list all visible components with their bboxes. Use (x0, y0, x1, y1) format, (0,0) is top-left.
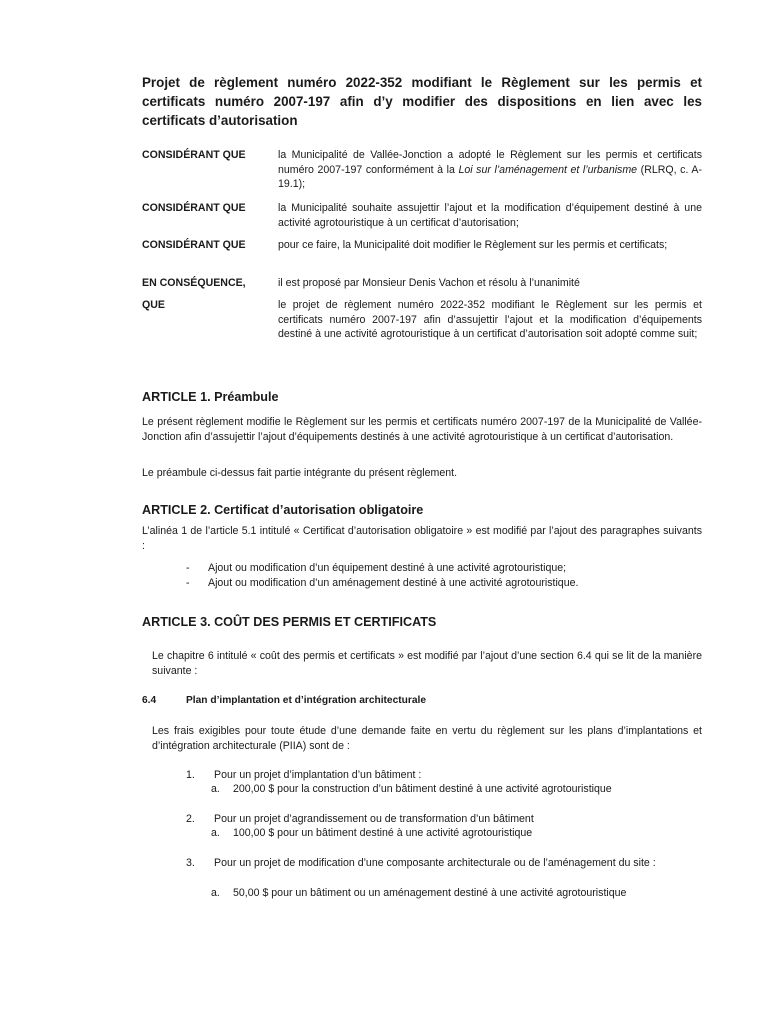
article-2-heading: ARTICLE 2. Certificat d’autorisation obligatoire (142, 503, 424, 517)
article-1-paragraph: Le préambule ci-dessus fait partie intégrante du présent règlement. (142, 467, 458, 479)
article-3-heading: ARTICLE 3. COÛT DES PERMIS ET CERTIFICATS (142, 615, 437, 629)
article-3-paragraph: Le chapitre 6 intitulé « coût des permis et certificats » est modifié par l’ajout d’une section 6.4 qui se lit de la manière suivante : (152, 650, 702, 677)
section-title: Plan d’implantation et d’intégration architecturale (186, 695, 427, 706)
dash-bullet: - (186, 577, 190, 589)
considerant-label: CONSIDÉRANT QUE (142, 239, 246, 251)
considerant-text: pour ce faire, la Municipalité doit modifier le Règlement sur les permis et certificats; (278, 239, 668, 251)
law-title-italic: Loi sur l’aménagement et l’urbanisme (458, 163, 638, 176)
consequence-text: il est proposé par Monsieur Denis Vachon et résolu à l’unanimité (278, 277, 580, 289)
dash-bullet: - (186, 562, 190, 574)
section-number: 6.4 (142, 695, 157, 706)
document-page: Projet de règlement numéro 2022-352 modifiant le Règlement sur les permis et certificats numéro 2007-197 afin d’y modifier des dispositions en lien avec les certificats d’autorisation CONSIDÉRANT QUE la Municipalité de Vallée-Jonction a adopté le Règlement sur les permis et certificats numéro 2007-197 conformément à la Loi sur l’aménagement et l’urbanisme (RLRQ, c. A-19.1); CONSIDÉRANT QUE la Municipalité souhaite assujettir l’ajout et la modification d’équipement destiné à une activité agrotouristique à un certificat d’autorisation; CONSIDÉRANT QUE pour ce faire, la Municipalité doit modifier le Règlement sur les permis et certificats; EN CONSÉQUENCE, il est proposé par Monsieur Denis Vachon et résolu à l’unanimité QUE le projet de règlement numéro 2022-352 modifiant le Règlement sur les permis et certificats numéro 2007-197 afin d’assujettir l’ajout et la modification d’équipements destiné à une activité agrotouristique à un certificat d’autorisation soit adopté comme suit; ARTICLE 1. Préambule Le présent règlement modifie le Règlement sur les permis et certificats numéro 2007-197 de la Municipalité de Vallée-Jonction afin d’assujettir l’ajout d’équipements destinés à une activité agrotouristique à un certificat d’autorisation. Le préambule ci-dessus fait partie intégrante du présent règlement. ARTICLE 2. Certificat d’autorisation obligatoire L’alinéa 1 de l’article 5.1 intitulé « Certificat d’autorisation obligatoire » est modifié par l’ajout des paragraphes suivants : - Ajout ou modification d’un équipement destiné à une activité agrotouristique; - Ajout ou modification d’un aménagement destiné à une activité agrotouristique. ARTICLE 3. COÛT DES PERMIS ET CERTIFICATS Le chapitre 6 intitulé « coût des permis et certificats » est modifié par l’ajout d’une section 6.4 qui se lit de la manière suivante : 6.4 Plan d’implantation et d’intégration architecturale Les frais exigibles pour toute étude d’une demande faite en vertu du règlement sur les plans d’implantations et d’intégration architecturale (PIIA) sont de : 1. Pour un projet d’implantation d’un bâtiment : a. 200,00 $ pour la construction d’un bâtiment destiné à une activité agrotouristique 2. Pour un projet d’agrandissement ou de transformation d’un bâtiment a. 100,00 $ pour un bâtiment destiné à une activité agrotouristique 3. Pour un projet de modification d’une composante architecturale ou de l’aménagement du site : a. 50,00 $ pour un bâtiment ou un aménagement destiné à une activité agrotouristique (142, 75, 702, 899)
article-1-heading: ARTICLE 1. Préambule (142, 390, 279, 404)
considerant-label: CONSIDÉRANT QUE (142, 202, 246, 214)
article-1-paragraph: Le présent règlement modifie le Règlement sur les permis et certificats numéro 2007-197 de la Municipalité de Vallée-Jonction afin d’assujettir l’ajout d’équipements destinés à une activité agrotouristique à un certificat d’autorisation. (142, 416, 702, 443)
considerant-label: CONSIDÉRANT QUE (142, 149, 246, 161)
resolution-text: le projet de règlement numéro 2022-352 modifiant le Règlement sur les permis et certificats numéro 2007-197 afin d’assujettir l’ajout et la modification d’équipements destiné à une activité agrotouristique à un certificat d’autorisation soit adopté comme suit; (278, 299, 702, 340)
resolution-label: QUE (142, 299, 165, 311)
consequence-label: EN CONSÉQUENCE, (142, 277, 246, 289)
document-title: Projet de règlement numéro 2022-352 modifiant le Règlement sur les permis et certificats numéro 2007-197 afin d’y modifier des dispositions en lien avec les certificats d’autorisation (142, 75, 702, 128)
considerant-text: la Municipalité de Vallée-Jonction a adopté le Règlement sur les permis et certificats numéro 2007-197 conformément à la Loi sur l’aménagement et l’urbanisme (RLRQ, c. A-19.1); (278, 149, 702, 190)
considerant-text: la Municipalité souhaite assujettir l’ajout et la modification d’équipement destiné à une activité agrotouristique à un certificat d’autorisation; (278, 202, 702, 229)
fees-paragraph: Les frais exigibles pour toute étude d’une demande faite en vertu du règlement sur les plans d’implantations et d’intégration architecturale (PIIA) sont de : (152, 725, 702, 752)
article-2-paragraph: L’alinéa 1 de l’article 5.1 intitulé « Certificat d’autorisation obligatoire » est modifié par l’ajout des paragraphes suivants : (142, 525, 702, 552)
